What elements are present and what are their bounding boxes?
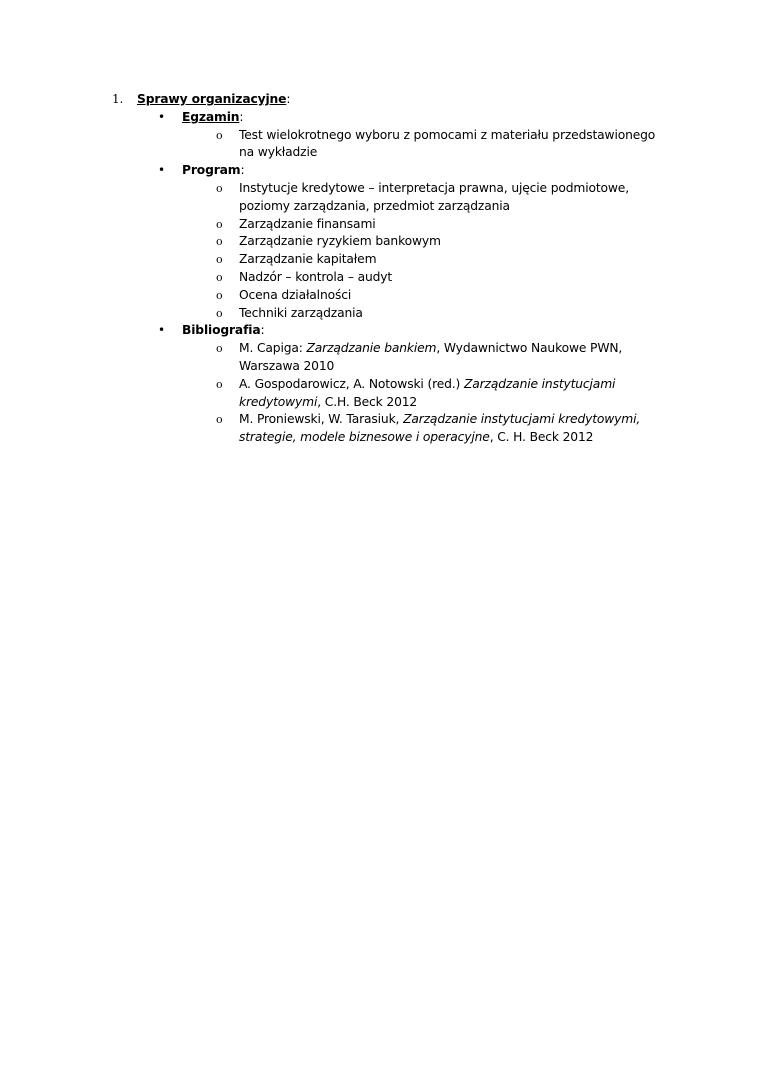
subsection-egzamin-colon: : [239,109,244,124]
list-item [112,287,672,305]
bibliography-publisher: , C. H. Beck 2012 [489,430,594,445]
bibliography-title: Zarządzanie instytucjami kredytowymi, strategie, modele biznesowe i operacyjne [239,412,641,445]
circle-bullet-icon: o [216,235,223,249]
list-item-text: Zarządzanie kapitałem [239,252,377,267]
circle-bullet-icon: o [216,128,223,142]
circle-bullet-icon: o [216,413,223,427]
list-item-text: Techniki zarządzania [239,305,363,320]
list-item [112,251,672,269]
bullet-icon: • [158,323,165,338]
bibliography-title: Zarządzanie instytucjami kredytowymi [239,376,616,409]
circle-bullet-icon: o [216,288,223,302]
circle-bullet-icon: o [216,306,223,320]
section-title-colon: : [286,92,291,106]
subsection-egzamin-label: Egzamin [182,109,240,124]
bibliography-author: A. Gospodarowicz, A. Notowski (red.) [239,376,464,391]
list-item [112,269,672,287]
list-item-text: Instytucje kredytowe – interpretacja prawna, ujęcie podmiotowe, poziomy zarządzania, przedmiot zarządzania [239,180,629,213]
bibliography-publisher: , C.H. Beck 2012 [317,394,418,409]
circle-bullet-icon: o [216,270,223,284]
circle-bullet-icon: o [216,253,223,267]
bibliography-author: M. Proniewski, W. Tarasiuk, [239,412,404,427]
subsection-program-label: Program [182,163,241,178]
bibliography-author: M. Capiga: [239,341,307,356]
circle-bullet-icon: o [216,217,223,231]
document-body [112,91,672,447]
list-item-text: Zarządzanie finansami [239,216,376,231]
subsection-bibliografia [112,322,672,340]
list-item [112,216,672,234]
subsection-egzamin [112,109,672,127]
subsection-bibliografia-colon: : [260,323,265,338]
list-item [112,305,672,323]
bibliography-entry [112,411,672,447]
subsection-program [112,162,672,180]
list-item [112,127,672,163]
list-item [112,233,672,251]
subsection-program-colon: : [240,163,245,178]
circle-bullet-icon: o [216,181,223,195]
bibliography-entry [112,376,672,412]
list-item-text: Test wielokrotnego wyboru z pomocami z materiału przedstawionego na wykładzie [239,127,656,160]
bullet-icon: • [158,109,165,124]
subsection-bibliografia-label: Bibliografia [182,323,261,338]
bibliography-publisher: , Wydawnictwo Naukowe PWN, Warszawa 2010 [239,341,623,373]
bullet-icon: • [158,163,165,178]
bibliography-entry [112,340,672,376]
circle-bullet-icon: o [216,342,223,356]
section-number: 1. [112,92,124,106]
circle-bullet-icon: o [216,377,223,391]
list-item [112,180,672,216]
section-title: Sprawy organizacyjne [137,92,287,106]
list-item-text: Ocena działalności [239,287,352,302]
bibliography-title: Zarządzanie bankiem [306,341,437,356]
list-item-text: Zarządzanie ryzykiem bankowym [239,234,441,249]
list-item-text: Nadzór – kontrola – audyt [239,269,393,284]
section-heading [112,91,672,109]
